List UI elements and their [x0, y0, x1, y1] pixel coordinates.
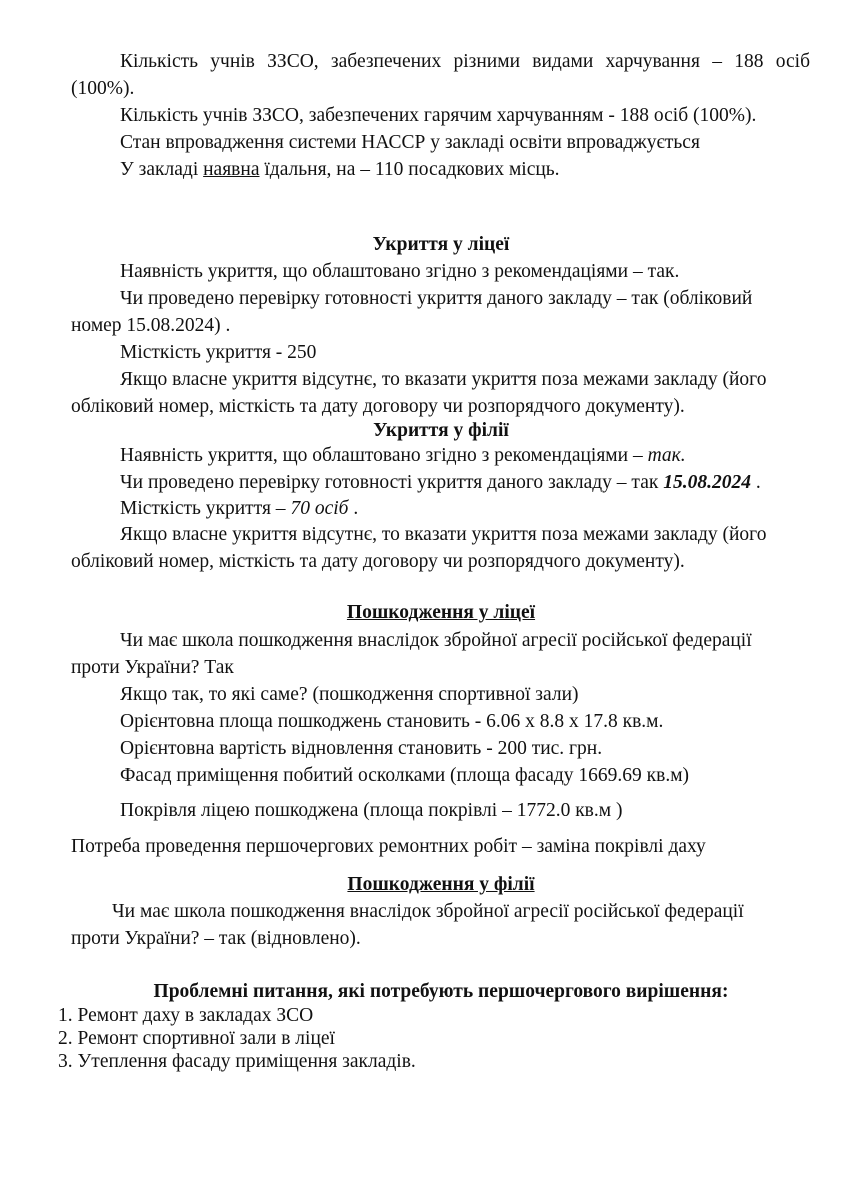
- damage-branch-line-1: Чи має школа пошкодження внаслідок збройної агресії російської федерації: [112, 901, 744, 922]
- shelter-branch-line-1: [120, 444, 686, 468]
- shelter-branch-line-2-post: .: [750, 472, 761, 493]
- damage-lyceum-line-1: Чи має школа пошкодження внаслідок збройної агресії російської федерації: [120, 630, 752, 651]
- damage-lyceum-line-4: Орієнтовна вартість відновлення становить - 200 тис. грн.: [120, 738, 603, 759]
- damage-branch-heading-wrap: [71, 873, 811, 897]
- nutrition-line-2: Кількість учнів ЗЗСО, забезпечених гарячим харчуванням - 188 осіб (100%).: [120, 105, 757, 126]
- damage-branch-line-1-cont: проти України? – так (відновлено).: [71, 928, 361, 949]
- nutrition-line-1: Кількість учнів ЗЗСО, забезпечених різними видами харчування – 188 осіб: [120, 51, 810, 72]
- nutrition-line-4-underlined: наявна: [203, 159, 260, 180]
- nutrition-line-4-post: їдальня, на – 110 посадкових місць.: [259, 159, 560, 180]
- shelter-branch-line-2-pre: Чи проведено перевірку готовності укриття даного закладу – так: [120, 472, 664, 493]
- shelter-branch-heading: Укриття у філії: [373, 420, 509, 441]
- problem-item: 1. Ремонт даху в закладах ЗСО: [58, 1005, 314, 1026]
- shelter-branch-line-4-cont: обліковий номер, місткість та дату договору чи розпорядчого документу).: [71, 551, 685, 572]
- nutrition-line-3: Стан впровадження системи НАССР у закладі освіти впроваджується: [120, 132, 700, 153]
- problem-item: 2. Ремонт спортивної зали в ліцеї: [58, 1028, 335, 1049]
- shelter-branch-line-3-pre: Місткість укриття –: [120, 498, 291, 519]
- damage-branch-heading: Пошкодження у філії: [347, 874, 535, 895]
- shelter-lyceum-line-4: Якщо власне укриття відсутнє, то вказати укриття поза межами закладу (його: [120, 369, 767, 390]
- damage-lyceum-line-7: Потреба проведення першочергових ремонтних робіт – заміна покрівлі даху: [71, 836, 706, 857]
- shelter-branch-line-4: Якщо власне укриття відсутнє, то вказати укриття поза межами закладу (його: [120, 524, 767, 545]
- damage-lyceum-line-1-cont: проти України? Так: [71, 657, 234, 678]
- damage-lyceum-line-5: Фасад приміщення побитий осколками (площа фасаду 1669.69 кв.м): [120, 765, 690, 786]
- damage-lyceum-line-2: Якщо так, то які саме? (пошкодження спортивної зали): [120, 684, 579, 705]
- shelter-branch-line-3: [120, 497, 358, 521]
- shelter-branch-line-3-value: 70 осіб: [290, 498, 349, 519]
- damage-lyceum-line-6: Покрівля ліцею пошкоджена (площа покрівлі – 1772.0 кв.м ): [120, 800, 623, 821]
- damage-lyceum-heading: Пошкодження у ліцеї: [346, 602, 536, 623]
- shelter-branch-line-2-value: 15.08.2024: [663, 472, 751, 493]
- nutrition-line-1-cont: (100%).: [71, 78, 135, 99]
- problem-item: 3. Утеплення фасаду приміщення закладів.: [58, 1051, 416, 1072]
- damage-lyceum-heading-wrap: [71, 601, 811, 625]
- shelter-branch-line-3-post: .: [348, 498, 359, 519]
- shelter-branch-line-1-pre: Наявність укриття, що облаштовано згідно з рекомендаціями –: [120, 445, 648, 466]
- shelter-branch-line-2: [120, 471, 761, 495]
- nutrition-line-4-pre: У закладі: [120, 159, 204, 180]
- shelter-lyceum-line-2: Чи проведено перевірку готовності укриття даного закладу – так (обліковий: [120, 288, 753, 309]
- shelter-lyceum-heading: Укриття у ліцеї: [372, 234, 510, 255]
- damage-lyceum-line-3: Орієнтовна площа пошкоджень становить - 6.06 х 8.8 х 17.8 кв.м.: [120, 711, 664, 732]
- shelter-branch-line-1-value: так.: [647, 445, 686, 466]
- problems-heading: Проблемні питання, які потребують першочергового вирішення:: [153, 981, 729, 1002]
- shelter-lyceum-line-3: Місткість укриття - 250: [120, 342, 317, 363]
- nutrition-line-4: [120, 158, 560, 182]
- shelter-lyceum-line-4-cont: обліковий номер, місткість та дату договору чи розпорядчого документу).: [71, 396, 685, 417]
- shelter-lyceum-line-1: Наявність укриття, що облаштовано згідно з рекомендаціями – так.: [120, 261, 680, 282]
- shelter-lyceum-line-2-cont: номер 15.08.2024) .: [71, 315, 231, 336]
